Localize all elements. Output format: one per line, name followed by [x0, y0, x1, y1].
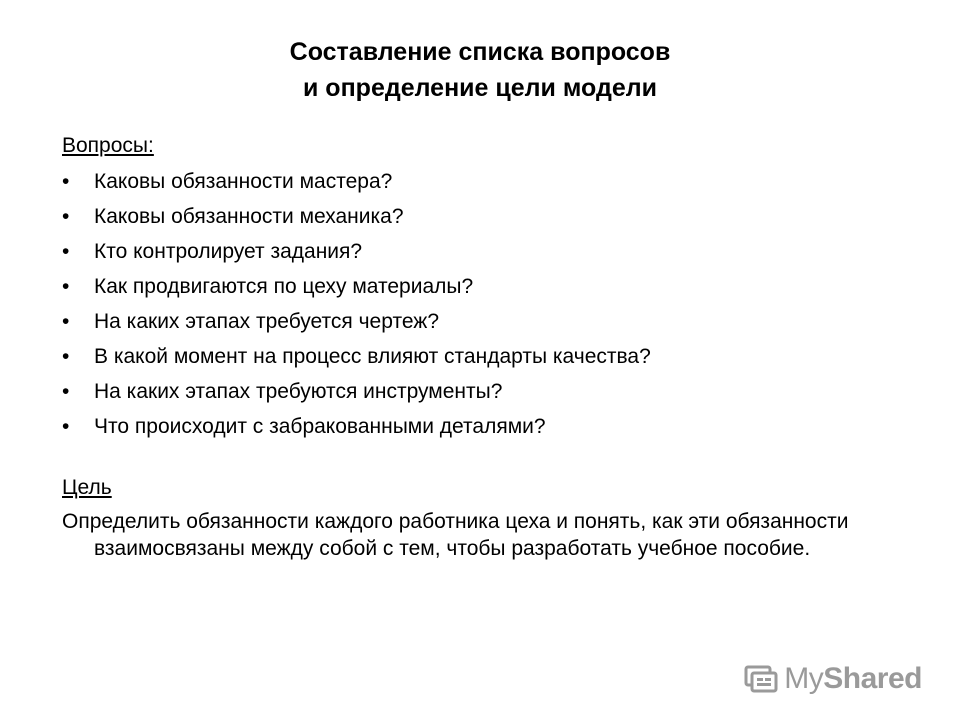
- question-text: Каковы обязанности механика?: [94, 205, 404, 228]
- list-item: [62, 238, 922, 273]
- goal-heading: Цель: [62, 476, 112, 499]
- title-line-2: и определение цели модели: [302, 74, 657, 102]
- slide-content: [62, 132, 922, 562]
- title-line-1: Составление списка вопросов: [289, 38, 671, 66]
- bullet-icon: •: [62, 240, 70, 263]
- watermark-text: [784, 662, 922, 696]
- goal-text: Определить обязанности каждого работника цеха и понять, как эти обязанности взаимосвязаны между собой с тем, чтобы разработать учебное пособие.: [62, 510, 849, 560]
- list-item: [62, 413, 922, 448]
- questions-list: [62, 168, 922, 448]
- question-text: На каких этапах требуются инструменты?: [94, 380, 503, 403]
- slide-title: [60, 34, 900, 106]
- watermark-text-my: My: [784, 662, 824, 695]
- bullet-icon: •: [62, 205, 70, 228]
- question-text: На каких этапах требуется чертеж?: [94, 310, 439, 333]
- question-text: В какой момент на процесс влияют стандарты качества?: [94, 345, 651, 368]
- list-item: [62, 273, 922, 308]
- list-item: [62, 308, 922, 343]
- myshared-logo-icon: [744, 662, 778, 696]
- bullet-icon: •: [62, 415, 70, 438]
- bullet-icon: •: [62, 345, 70, 368]
- bullet-icon: •: [62, 380, 70, 403]
- question-text: Кто контролирует задания?: [94, 240, 363, 263]
- watermark-text-shared: Shared: [823, 662, 922, 695]
- list-item: [62, 168, 922, 203]
- list-item: [62, 378, 922, 413]
- bullet-icon: •: [62, 310, 70, 333]
- list-item: [62, 203, 922, 238]
- bullet-icon: •: [62, 275, 70, 298]
- questions-heading: Вопросы:: [62, 134, 154, 157]
- question-text: Что происходит с забракованными деталями?: [94, 415, 546, 438]
- question-text: Каковы обязанности мастера?: [94, 170, 393, 193]
- bullet-icon: •: [62, 170, 70, 193]
- list-item: [62, 343, 922, 378]
- question-text: Как продвигаются по цеху материалы?: [94, 275, 474, 298]
- myshared-watermark[interactable]: [744, 662, 922, 696]
